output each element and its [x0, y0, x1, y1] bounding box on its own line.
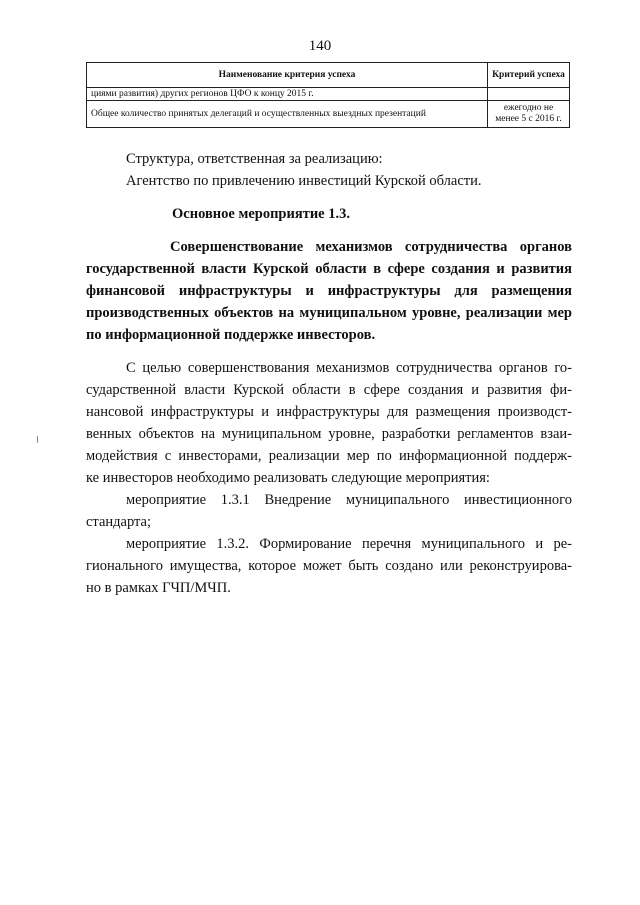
activity-title-text: Совершенствование механизмов сотрудничества органов государственной власти Курской области в сфере создания и развития финансовой инфраструктуры и инфраструктуры для размещения производственных объектов на муниципальном уровне, реализации мер по информационной поддержке инвесторов.	[86, 239, 572, 343]
body-line: венных объектов на муниципальном уровне, разработки регламентов взаи-	[86, 426, 572, 442]
body-line: мероприятие 1.3.2. Формирование перечня муниципального и ре-	[126, 536, 572, 552]
body-line: нансовой инфраструктуры и инфраструктуры для размещения производст-	[86, 404, 572, 420]
table-cell-criterion	[488, 88, 570, 101]
body-paragraphs	[86, 357, 572, 599]
body-line: гионального имущества, которое может быть создано или реконструирова-	[86, 558, 572, 574]
page-number: 140	[308, 38, 332, 54]
responsible-label: Структура, ответственная за реализацию:	[126, 151, 383, 167]
body-line: С целью совершенствования механизмов сотрудничества органов го-	[126, 360, 572, 376]
body-line: но в рамках ГЧП/МЧП.	[86, 580, 231, 596]
body-line: стандарта;	[86, 514, 151, 530]
body-line: модействия с инвесторами, реализации мер по информационной поддерж-	[86, 448, 572, 464]
table-cell-name: циями развития) других регионов ЦФО к концу 2015 г.	[87, 88, 488, 101]
table-header-row	[87, 63, 570, 88]
body-line: сударственной власти Курской области в сфере создания и развития фи-	[86, 382, 572, 398]
body-line: ке инвесторов необходимо реализовать следующие мероприятия:	[86, 470, 490, 486]
table-cell-criterion: ежегодно не менее 5 с 2016 г.	[488, 101, 570, 128]
table-row	[87, 88, 570, 101]
header-success-criterion: Критерий успеха	[488, 63, 570, 88]
responsible-value: Агентство по привлечению инвестиций Курской области.	[126, 173, 482, 189]
body-line: мероприятие 1.3.1 Внедрение муниципального инвестиционного	[126, 492, 572, 508]
activity-title	[86, 236, 572, 346]
table-row	[87, 101, 570, 128]
scan-mark	[37, 436, 38, 443]
activity-heading: Основное мероприятие 1.3.	[172, 206, 350, 222]
table-cell-name: Общее количество принятых делегаций и осуществленных выездных презентаций	[87, 101, 488, 128]
criteria-table	[86, 62, 570, 128]
responsible-structure	[126, 148, 481, 192]
header-criterion-name: Наименование критерия успеха	[87, 63, 488, 88]
